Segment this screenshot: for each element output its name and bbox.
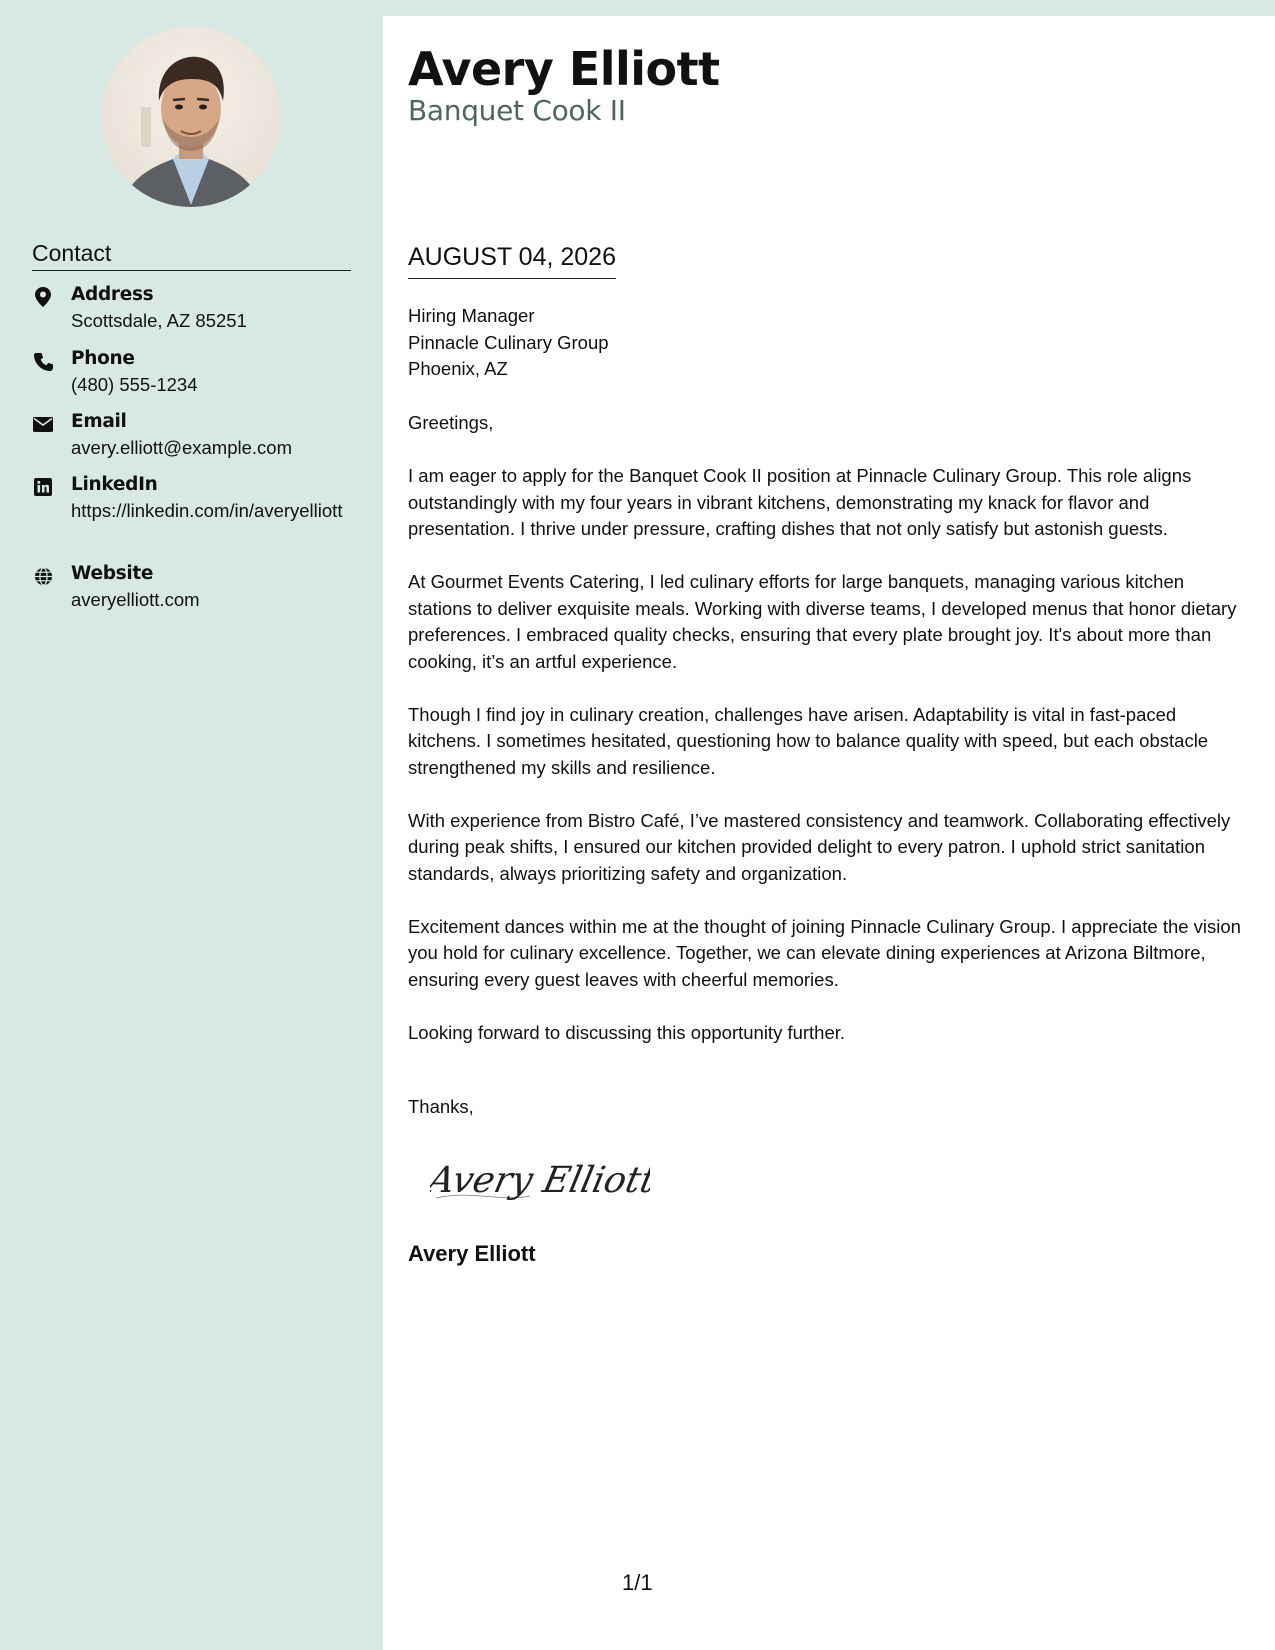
applicant-name: Avery Elliott — [408, 42, 720, 96]
job-title: Banquet Cook II — [408, 94, 626, 127]
contact-email-value[interactable]: avery.elliott@example.com — [71, 437, 292, 458]
recipient-block — [408, 303, 609, 383]
contact-website-label: Website — [71, 563, 154, 584]
phone-icon — [32, 350, 54, 372]
recipient-line: Pinnacle Culinary Group — [408, 331, 609, 353]
signed-name: Avery Elliott — [408, 1241, 536, 1266]
contact-linkedin-label: LinkedIn — [71, 474, 158, 495]
contact-phone-label: Phone — [71, 348, 135, 369]
letter-paragraph: Excitement dances within me at the thought of joining Pinnacle Culinary Group. I appreciate the vision you hold for culinary excellence. Together, we can elevate dining experiences at Arizona Biltmore, ensuring every guest leaves with cheerful memories. — [408, 915, 1241, 990]
recipient-line: Hiring Manager — [408, 305, 535, 326]
letter-paragraph: Looking forward to discussing this opportunity further. — [408, 1021, 846, 1043]
envelope-icon — [32, 413, 54, 435]
contact-email-label: Email — [71, 411, 127, 432]
letter-paragraph: With experience from Bistro Café, I’ve mastered consistency and teamwork. Collaborating effectively during peak shifts, I ensured our kitchen provided delight to every patron. I uphold strict sanitation standards, always prioritizing safety and organization. — [408, 809, 1231, 884]
profile-photo — [101, 27, 281, 207]
signature-text: Avery Elliott — [430, 1158, 650, 1201]
linkedin-icon — [32, 476, 54, 498]
letter-date: AUGUST 04, 2026 — [408, 243, 616, 279]
contact-phone-value: (480) 555-1234 — [71, 374, 198, 395]
letter-body — [408, 410, 1248, 1073]
letter-paragraph: At Gourmet Events Catering, I led culinary efforts for large banquets, managing various kitchen stations to deliver exquisite meals. Working with diverse teams, I developed menus that honor dietary preferences. I embraced quality checks, ensuring that every plate brought joy. It's about more than cooking, it’s an artful experience. — [408, 571, 1237, 672]
top-band — [0, 0, 1275, 16]
letter-paragraph: I am eager to apply for the Banquet Cook II position at Pinnacle Culinary Group. This role aligns outstandingly with my four years in vibrant kitchens, demonstrating my knack for flavor and presentation. I thrive under pressure, crafting dishes that not only satisfy but astonish guests. — [408, 465, 1192, 539]
page-number: 1/1 — [622, 1570, 653, 1595]
map-pin-icon — [32, 286, 54, 308]
recipient-line: Phoenix, AZ — [408, 358, 508, 379]
globe-icon — [32, 565, 54, 587]
contact-address-value: Scottsdale, AZ 85251 — [71, 310, 247, 331]
contact-address-label: Address — [71, 284, 154, 305]
closing: Thanks, — [408, 1096, 474, 1117]
contact-heading: Contact — [32, 240, 351, 271]
greeting: Greetings, — [408, 412, 494, 433]
letter-paragraph: Though I find joy in culinary creation, challenges have arisen. Adaptability is vital in fast-paced kitchens. I sometimes hesitated, questioning how to balance quality with speed, but each obstacle strengthened my skills and resilience. — [408, 703, 1209, 778]
contact-linkedin-value[interactable]: https://linkedin.com/in/averyelliott — [71, 500, 343, 521]
contact-website-value[interactable]: averyelliott.com — [71, 589, 200, 610]
signature-image — [430, 1150, 650, 1215]
